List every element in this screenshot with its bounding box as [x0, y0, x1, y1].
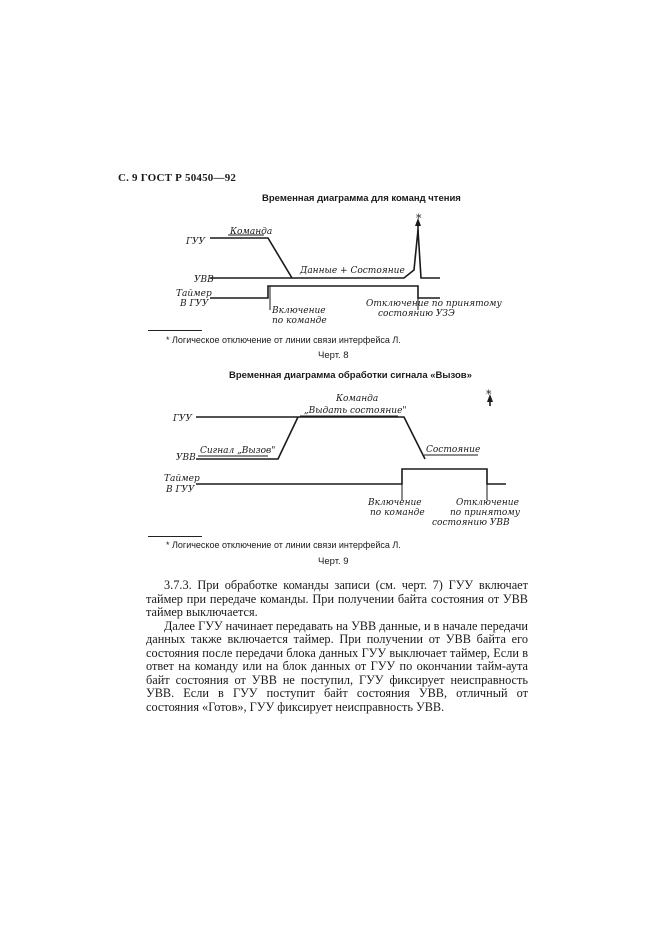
paragraph-3-7-3: 3.7.3. При обработке команды записи (см. черт. 7) ГУУ включает таймер при передаче команды. При получении байта состояния от УВВ таймер выключается.	[146, 578, 528, 619]
figure9-status-label: Состояние	[426, 445, 481, 455]
figure8-title: Временная диаграмма для команд чтения	[262, 193, 461, 204]
figure9-command-label-2: „Выдать состояние"	[304, 406, 407, 416]
figure9-command-label-1: Команда	[336, 394, 379, 404]
figure9-footnote-rule	[148, 536, 202, 537]
figure8-guu-label: ГУУ	[186, 237, 205, 247]
figure9-uvv-label: УВВ	[176, 453, 196, 463]
figure8-data-status-label: Данные + Состояние	[300, 266, 405, 276]
figure8-caption: Черт. 8	[318, 350, 349, 361]
figure9-footnote: * Логическое отключение от линии связи интерфейса Л.	[166, 540, 401, 550]
figure8-on-label-2: по команде	[272, 316, 327, 326]
figure9-caption: Черт. 9	[318, 556, 349, 567]
figure9-timer-line	[196, 469, 506, 484]
figure9-timer-label-2: В ГУУ	[166, 485, 195, 495]
figure9-off-label-3: состоянию УВВ	[432, 518, 510, 528]
figure8-off-label-2: состоянию УЗЭ	[378, 309, 455, 319]
figure8-on-label-1: Включение	[272, 306, 326, 316]
figure9-title: Временная диаграмма обработки сигнала «Вызов»	[229, 370, 472, 381]
body-text	[146, 579, 528, 714]
figure9-star: *	[486, 388, 492, 401]
figure8-timer-label-2: В ГУУ	[180, 299, 209, 309]
page-header: С. 9 ГОСТ Р 50450—92	[118, 172, 237, 184]
figure8-command-label: Команда	[230, 227, 273, 237]
figure8-footnote: * Логическое отключение от линии связи интерфейса Л.	[166, 335, 401, 345]
figure9-signal-label: Сигнал „Вызов"	[200, 446, 276, 456]
figure9-guu-label: ГУУ	[173, 414, 192, 424]
figure8-timer-label-1: Таймер	[176, 289, 212, 299]
figure9-timer-label-1: Таймер	[164, 474, 200, 484]
figure9-off-label-1: Отключение	[456, 498, 519, 508]
figure8-star: *	[416, 212, 422, 225]
figure8-off-label-1: Отключение по принятому	[366, 299, 502, 309]
figure8-uvv-label: УВВ	[194, 275, 214, 285]
figure9-on-label-2: по команде	[370, 508, 425, 518]
figure9-on-label-1: Включение	[368, 498, 422, 508]
paragraph-continued: Далее ГУУ начинает передавать на УВВ данные, и в начале передачи данных также включается таймер. При получении от УВВ байта его состояния после передачи блока данных ГУУ выключает таймер, Если в ответ на команду или на блок данных от ГУУ по окончании тайм-аута байт состояния от УВВ не поступил, ГУУ фиксирует неисправность УВВ. Если в ГУУ поступит байт состояния УВВ, отличный от состояния «Готов», ГУУ фиксирует неисправность УВВ.	[146, 618, 528, 714]
figure9-off-label-2: по принятому	[450, 508, 520, 518]
